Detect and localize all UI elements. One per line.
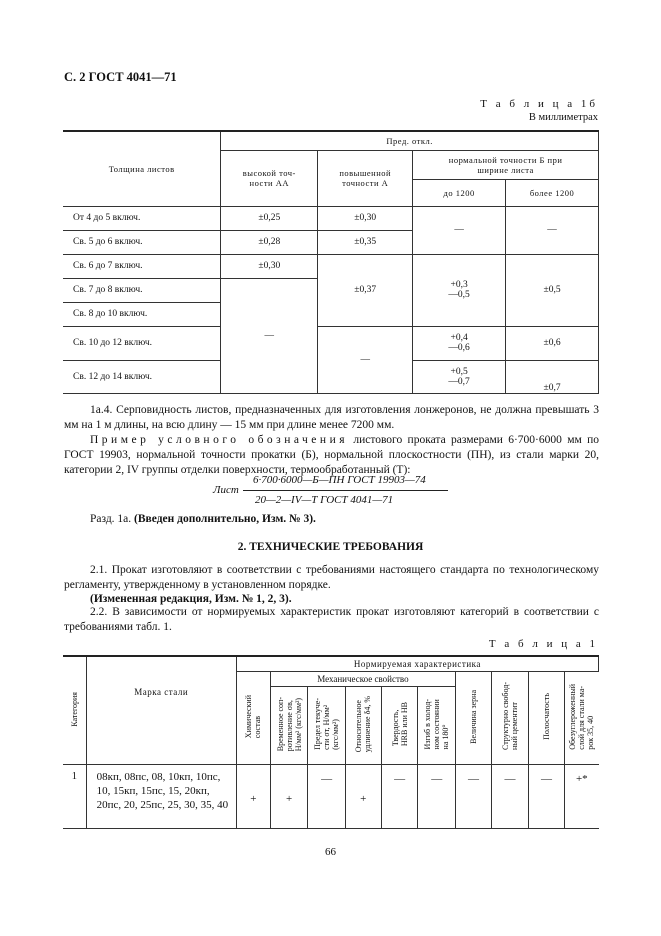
table-1b-units: В миллиметрах bbox=[528, 112, 598, 123]
col-bend: Изгиб в холод- ном состоянии на 180° bbox=[418, 686, 456, 764]
col-tensile: Временное соп- ротивление σв, Н/мм² (кгс/мм²) bbox=[270, 686, 308, 764]
col-over-1200: более 1200 bbox=[506, 179, 599, 206]
cell-a: ±0,30 bbox=[318, 206, 413, 230]
row-label: Св. 5 до 6 включ. bbox=[63, 230, 221, 254]
table-1b bbox=[63, 130, 599, 394]
col-decarb: Обезуглероженный слой для стали ма- рок 35, 40 bbox=[565, 671, 599, 764]
row-label: Св. 10 до 12 включ. bbox=[63, 326, 221, 360]
cell-chem: + bbox=[236, 764, 270, 828]
cell-aa: — bbox=[221, 278, 318, 393]
table-1 bbox=[63, 655, 599, 829]
cell-decarb: +* bbox=[565, 764, 599, 828]
cell-tensile: + bbox=[270, 764, 308, 828]
paragraph-example bbox=[64, 433, 599, 478]
cell-b2: — bbox=[506, 206, 599, 254]
cell-yield: — bbox=[308, 764, 346, 828]
col-normed-characteristic: Нормируемая характеристика bbox=[236, 656, 598, 671]
cell-hardness: — bbox=[381, 764, 418, 828]
razd-bold-text: (Введен дополнительно, Изм. № 3). bbox=[134, 513, 316, 525]
col-category: Категория bbox=[63, 656, 86, 764]
cell-b2: ±0,7 bbox=[506, 360, 599, 393]
cell-banding: — bbox=[528, 764, 564, 828]
cell-cementite: — bbox=[492, 764, 529, 828]
col-banding: Полосчатость bbox=[528, 671, 564, 764]
cell-b1: +0,4 —0,6 bbox=[413, 326, 506, 360]
table-1-caption: Т а б л и ц а 1 bbox=[488, 638, 598, 650]
col-cementite: Структурно свобод- ный цементит bbox=[492, 671, 529, 764]
paragraph-2-2: 2.2. В зависимости от нормируемых характеристик прокат изготовляют категорий в соответствии с требованиями табл. 1. bbox=[64, 606, 599, 633]
cell-b1: +0,5 —0,7 bbox=[413, 360, 506, 393]
cell-grain: — bbox=[455, 764, 491, 828]
row-label: Св. 6 до 7 включ. bbox=[63, 254, 221, 278]
cell-a: — bbox=[318, 326, 413, 393]
col-chem: Химический состав bbox=[236, 671, 270, 764]
row-label: Св. 8 до 10 включ. bbox=[63, 302, 221, 326]
formula-word: Лист bbox=[213, 484, 239, 496]
cell-elongation: + bbox=[345, 764, 381, 828]
section-1a-note bbox=[64, 512, 599, 527]
col-elongation: Относительное удлинение δ4, % bbox=[345, 686, 381, 764]
col-grade: Марка стали bbox=[86, 656, 236, 764]
col-hardness: Твердость, HRB или HB bbox=[381, 686, 418, 764]
paragraph-2-1: 2.1. Прокат изготовляют в соответствии с требованиями настоящего стандарта по технологическому регламенту, утвержденному в установленном порядке. bbox=[64, 564, 599, 591]
col-grain: Величина зерна bbox=[455, 671, 491, 764]
paragraph-1a4: 1а.4. Серповидность листов, предназначенных для изготовления лонжеронов, не должна превышать 3 мм на 1 м длины, на всю длину — 15 мм при длине менее 7200 мм. bbox=[64, 404, 599, 431]
cell-grades: 08кп, 08пс, 08, 10кп, 10пс, 10, 15кп, 15пс, 15, 20кп, 20пс, 20, 25пс, 25, 30, 35, 40 bbox=[86, 764, 236, 828]
col-normal-accuracy: нормальной точности Б при ширине листа bbox=[413, 150, 599, 179]
cell-a: ±0,35 bbox=[318, 230, 413, 254]
example-lead: Пример условного обозначения bbox=[90, 434, 349, 446]
razd-text: Разд. 1а. bbox=[90, 513, 135, 525]
cell-b1: — bbox=[413, 206, 506, 254]
page-header: С. 2 ГОСТ 4041—71 bbox=[64, 70, 177, 84]
cell-b2: ±0,6 bbox=[506, 326, 599, 360]
col-thickness: Толщина листов bbox=[63, 131, 221, 206]
cell-aa: ±0,28 bbox=[221, 230, 318, 254]
paragraph-2-1-note: (Измененная редакция, Изм. № 1, 2, 3). bbox=[90, 593, 292, 605]
cell-bend: — bbox=[418, 764, 456, 828]
row-label: Св. 7 до 8 включ. bbox=[63, 278, 221, 302]
formula-denominator: 20—2—IV—Т ГОСТ 4041—71 bbox=[255, 494, 394, 506]
table-1b-caption: Т а б л и ц а 1б bbox=[480, 98, 598, 110]
row-label: Св. 12 до 14 включ. bbox=[63, 360, 221, 393]
cell-aa: ±0,25 bbox=[221, 206, 318, 230]
cell-a: ±0,37 bbox=[318, 254, 413, 326]
page-number: 66 bbox=[325, 846, 336, 858]
col-deviation: Пред. откл. bbox=[221, 131, 599, 150]
col-yield: Предел текуче- сти σт, Н/мм² (кгс/мм²) bbox=[308, 686, 346, 764]
col-mechanical: Механическое свойство bbox=[270, 671, 455, 686]
cell-aa: ±0,30 bbox=[221, 254, 318, 278]
col-to-1200: до 1200 bbox=[413, 179, 506, 206]
section-2-title: 2. ТЕХНИЧЕСКИЕ ТРЕБОВАНИЯ bbox=[237, 541, 424, 553]
formula-numerator: 6·700·6000—Б—ПН ГОСТ 19903—74 bbox=[253, 474, 426, 486]
formula-fraction-line bbox=[243, 490, 448, 491]
cell-category: 1 bbox=[63, 764, 86, 828]
row-label: От 4 до 5 включ. bbox=[63, 206, 221, 230]
col-increased-accuracy: повышенной точности А bbox=[318, 150, 413, 206]
col-high-accuracy: высокой точ- ности АА bbox=[221, 150, 318, 206]
cell-b1: +0,3 —0,5 bbox=[413, 254, 506, 326]
cell-b2: ±0,5 bbox=[506, 254, 599, 326]
example-text: листового проката размерами 6·700·6000 мм по ГОСТ 19903, нормальной точности прокатки (Б), нормальной плоскостности (ПН), из стали марки 20, категории 2, IV группы отделки поверхности, термообработанный (Т): bbox=[64, 434, 599, 476]
